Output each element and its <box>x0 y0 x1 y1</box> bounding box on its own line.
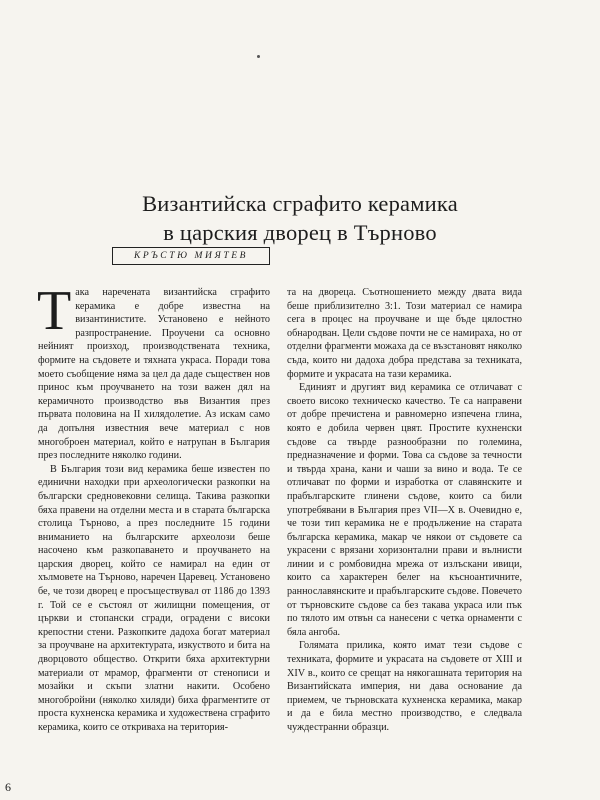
page-number: 6 <box>5 780 11 794</box>
author-byline: КРЪСТЮ МИЯТЕВ <box>112 247 270 265</box>
drop-cap: Т <box>37 280 72 342</box>
ink-dot <box>257 55 260 58</box>
title-line-2: в царския дворец в Търново <box>163 220 437 246</box>
right-column <box>287 286 522 735</box>
paragraph: Голямата прилика, която имат тези съдове с техниката, формите и украсата на съдовете от XIII и XIV в., които се срещат на някогашната територия на Византийската империя, ни дава основание да приемем, че търновската кухненска керамика, макар и да е била местно производство, е следвала чуждестранни образци. <box>287 640 522 733</box>
paragraph-text: ака наречената византийска сграфито керамика е добре известна на византинистите. Установено е нейното разпространение. Проучени са основно нейният произход, производствената техника, формите на съдовете и тяхната украса. Поради това моето съобщение няма за цел да даде съществен нов принос към проучването на този важен дял на керамичното производство във Византия през първата половина на II хилядолетие. Аз искам само да допълня известния вече материал с нов многоброен материал, който е натрупан в България през последните няколко години. <box>38 287 270 462</box>
title-line-1: Византийска сграфито керамика <box>142 191 458 217</box>
paragraph <box>37 280 270 463</box>
article-title <box>0 189 600 247</box>
paragraph: В България този вид керамика беше известен по единични находки при археологически разкопки на български средновековни селища. Такива разкопки бяха правени на отделни места и в старата българска столица Търново, а през последните 15 години вниманието на българските археолози беше насочено към разкопаването и проучването на царския дворец, който се намирал на един от хълмовете на Търново, наречен Царевец. Установено бе, че този дворец е просъществувал от 1186 до 1393 г. Той се е състоял от жилищни помещения, от църкви и стопански сгради, оградени с високи крепостни стени. Разкопките дадоха богат материал за проучване на архитектурата, изкуството и бита на дворцовото общество. Открити бяха архитектурни материали от мрамор, фрагменти от стенописи и мозайки и скъпи златни накити. Особено многобройни (няколко хиляди) биха фрагментите от проста кухненска керамика и художествена сграфито керамика, които се откриваха на територия- <box>38 463 270 733</box>
paragraph: Единият и другият вид керамика се отличават с своето високо техническо качество. Те са направени от добре пречистена и равномерно изпечена глина, която е добила червен цвят. Простите кухненски съдове са твърде разнообразни по големина, предназначение и форми. Това са съдове за течности и твърда храна, кани и чаши за вино и вода. Те се отличават по форми и изработка от славянските и прабългарските глинени съдове, които са били употребявани в България през VII—X в. Очевидно е, че този тип керамика не е продължение на старата българска керамика, макар че някои от съдовете са украсени с врязани хоризонтални прави и вълнисти линии и с ромбовидна мрежа от излъскани ивици, които са характерен белег на късноантичните, раннославянските и прабългарските съдове. Повечето от търновските съдове са без такава украса или пък по тялото им отвън са нанесени с четка орнаменти с бяла ангоба. <box>287 382 522 638</box>
paragraph: та на двореца. Съотношението между двата вида беше приблизително 3:1. Този материал се намира сега в процес на проучване и ще бъде цялостно обнародван. Цели съдове почти не се намираха, но от отделни фрагменти можаха да се възстановят няколко съда, които ни дадоха добра представа за техниката, формите и украсата на тази керамика. <box>287 287 522 380</box>
left-column <box>37 280 270 735</box>
